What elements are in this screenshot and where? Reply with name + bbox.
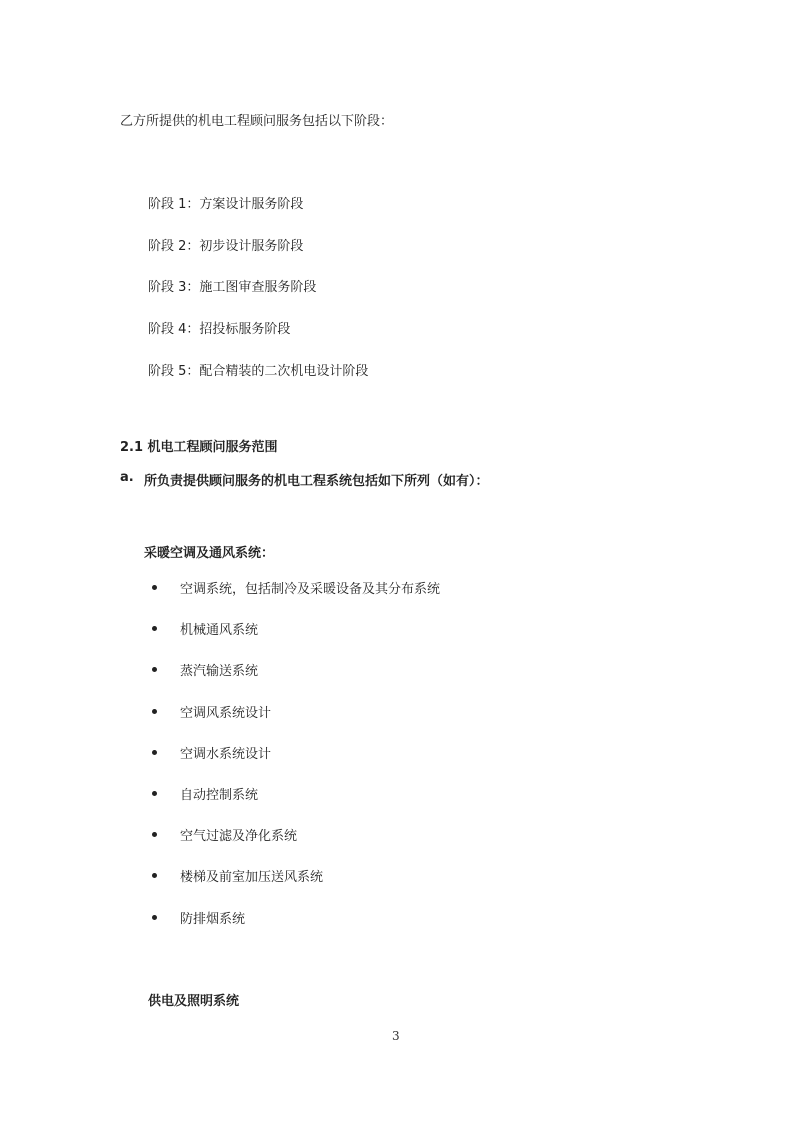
hvac-bullet-1: 空调系统，包括制冷及采暖设备及其分布系统 xyxy=(180,582,441,597)
item-a-marker: a. xyxy=(120,470,134,485)
hvac-bullet-7: 空气过滤及净化系统 xyxy=(180,829,298,844)
hvac-title: 采暖空调及通风系统： xyxy=(144,546,275,561)
hvac-bullet-2: 机械通风系统 xyxy=(180,623,259,638)
bullet-dot-icon xyxy=(152,667,157,672)
bullet-dot-icon xyxy=(152,873,157,878)
bullet-dot-icon xyxy=(152,709,157,714)
stage-item-5: 阶段 5：配合精装的二次机电设计阶段 xyxy=(148,364,369,379)
bullet-dot-icon xyxy=(152,750,157,755)
hvac-bullet-9: 防排烟系统 xyxy=(180,912,246,927)
hvac-bullet-5: 空调水系统设计 xyxy=(180,747,272,762)
bullet-dot-icon xyxy=(152,832,157,837)
hvac-bullet-3: 蒸汽输送系统 xyxy=(180,664,259,679)
stage-item-1: 阶段 1：方案设计服务阶段 xyxy=(148,197,304,212)
hvac-bullet-8: 楼梯及前室加压送风系统 xyxy=(180,870,324,885)
bullet-dot-icon xyxy=(152,626,157,631)
stage-item-3: 阶段 3：施工图审查服务阶段 xyxy=(148,280,317,295)
bullet-dot-icon xyxy=(152,915,157,920)
section-heading: 2.1 机电工程顾问服务范围 xyxy=(120,440,278,455)
stage-item-4: 阶段 4：招投标服务阶段 xyxy=(148,322,291,337)
item-a-text: 所负责提供顾问服务的机电工程系统包括如下所列（如有）： xyxy=(144,474,489,489)
intro-paragraph: 乙方所提供的机电工程顾问服务包括以下阶段： xyxy=(120,114,394,129)
power-title: 供电及照明系统 xyxy=(148,994,240,1009)
hvac-bullet-6: 自动控制系统 xyxy=(180,788,259,803)
hvac-bullet-4: 空调风系统设计 xyxy=(180,706,272,721)
bullet-dot-icon xyxy=(152,585,157,590)
page-number: 3 xyxy=(392,1029,400,1043)
stage-item-2: 阶段 2：初步设计服务阶段 xyxy=(148,239,304,254)
bullet-dot-icon xyxy=(152,791,157,796)
